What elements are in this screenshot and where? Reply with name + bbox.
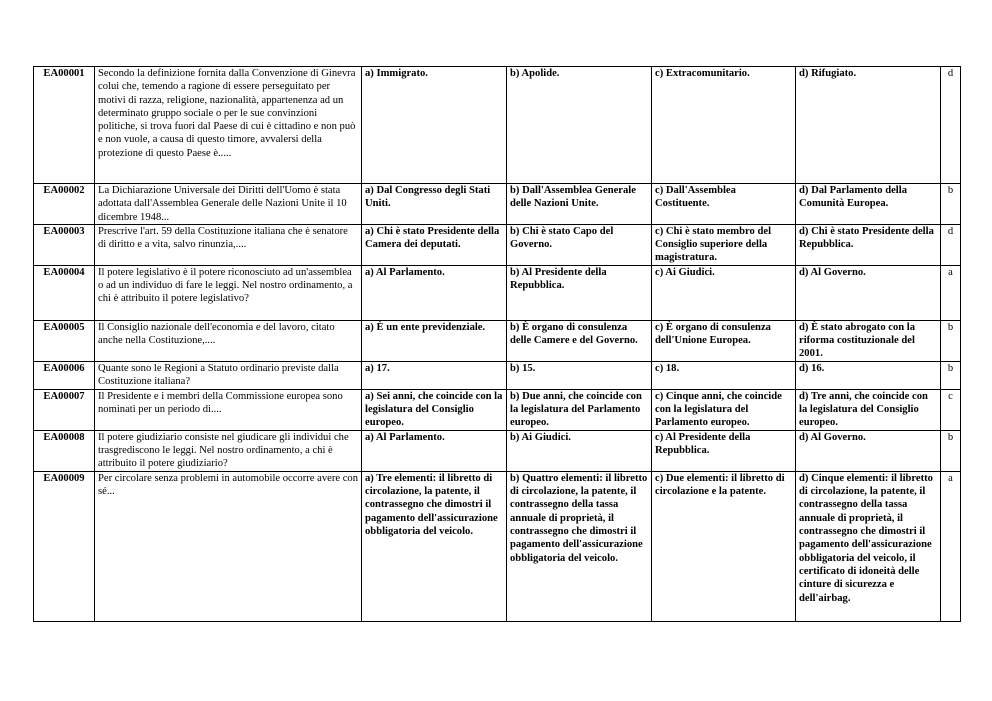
question-code: EA00003: [34, 224, 95, 265]
option-d: d) Al Governo.: [796, 430, 941, 471]
option-a: a) Chi è stato Presidente della Camera dei deputati.: [362, 224, 507, 265]
option-a: a) Dal Congresso degli Stati Uniti.: [362, 184, 507, 225]
option-a: a) È un ente previdenziale.: [362, 320, 507, 361]
question-text: Il Consiglio nazionale dell'economia e del lavoro, citato anche nella Costituzione,....: [95, 320, 362, 361]
question-row: [34, 265, 961, 320]
quiz-table: [33, 66, 961, 622]
question-code: EA00008: [34, 430, 95, 471]
question-code: EA00002: [34, 184, 95, 225]
question-code: EA00001: [34, 67, 95, 184]
option-b: b) Quattro elementi: il libretto di circolazione, la patente, il contrassegno della tassa annuale di proprietà, il contrassegno che dimostri il pagamento dell'assicurazione obbligatoria del veicolo.: [507, 471, 652, 621]
option-d: d) È stato abrogato con la riforma costituzionale del 2001.: [796, 320, 941, 361]
question-row: [34, 184, 961, 225]
question-code: EA00006: [34, 361, 95, 389]
option-c: c) Dall'Assemblea Costituente.: [652, 184, 796, 225]
option-a: a) 17.: [362, 361, 507, 389]
question-row: [34, 389, 961, 430]
question-row: [34, 224, 961, 265]
question-code: EA00007: [34, 389, 95, 430]
question-text: Il Presidente e i membri della Commissione europea sono nominati per un periodo di....: [95, 389, 362, 430]
option-d: d) Cinque elementi: il libretto di circolazione, la patente, il contrassegno della tassa annuale di proprietà, il contrassegno che dimostri il pagamento dell'assicurazione obbligatoria del veicolo, il certificato di idoneità delle cinture di sicurezza e dell'airbag.: [796, 471, 941, 621]
question-text: Per circolare senza problemi in automobile occorre avere con sé...: [95, 471, 362, 621]
question-row: [34, 67, 961, 184]
option-b: b) Al Presidente della Repubblica.: [507, 265, 652, 320]
question-text: Quante sono le Regioni a Statuto ordinario previste dalla Costituzione italiana?: [95, 361, 362, 389]
option-a: a) Al Parlamento.: [362, 430, 507, 471]
option-b: b) Chi è stato Capo del Governo.: [507, 224, 652, 265]
option-c: c) Al Presidente della Repubblica.: [652, 430, 796, 471]
option-d: d) 16.: [796, 361, 941, 389]
option-d: d) Dal Parlamento della Comunità Europea.: [796, 184, 941, 225]
option-b: b) Dall'Assemblea Generale delle Nazioni Unite.: [507, 184, 652, 225]
option-c: c) Chi è stato membro del Consiglio superiore della magistratura.: [652, 224, 796, 265]
question-code: EA00005: [34, 320, 95, 361]
question-code: EA00004: [34, 265, 95, 320]
question-text: Secondo la definizione fornita dalla Convenzione di Ginevra colui che, temendo a ragione di essere perseguitato per motivi di razza, religione, nazionalità, appartenenza ad un determinato gruppo sociale o per le sue convinzioni politiche, si trova fuori dal Paese di cui è cittadino e non può e non vuole, a causa di questo timore, avvalersi della protezione di questo Paese è.....: [95, 67, 362, 184]
option-a: a) Sei anni, che coincide con la legislatura del Consiglio europeo.: [362, 389, 507, 430]
option-c: c) Ai Giudici.: [652, 265, 796, 320]
option-c: c) Extracomunitario.: [652, 67, 796, 184]
correct-answer: d: [941, 67, 961, 184]
option-d: d) Al Governo.: [796, 265, 941, 320]
option-c: c) Due elementi: il libretto di circolazione e la patente.: [652, 471, 796, 621]
correct-answer: b: [941, 361, 961, 389]
option-a: a) Al Parlamento.: [362, 265, 507, 320]
option-b: b) Due anni, che coincide con la legislatura del Parlamento europeo.: [507, 389, 652, 430]
correct-answer: b: [941, 320, 961, 361]
question-row: [34, 361, 961, 389]
question-text: Il potere giudiziario consiste nel giudicare gli individui che trasgrediscono le leggi. Nel nostro ordinamento, a chi è attribuito il potere giudiziario?: [95, 430, 362, 471]
option-c: c) 18.: [652, 361, 796, 389]
question-text: La Dichiarazione Universale dei Diritti dell'Uomo è stata adottata dall'Assemblea Generale delle Nazioni Unite il 10 dicembre 1948...: [95, 184, 362, 225]
option-b: b) 15.: [507, 361, 652, 389]
correct-answer: d: [941, 224, 961, 265]
question-text: Prescrive l'art. 59 della Costituzione italiana che è senatore di diritto e a vita, salvo rinunzia,....: [95, 224, 362, 265]
option-b: b) Ai Giudici.: [507, 430, 652, 471]
correct-answer: b: [941, 430, 961, 471]
correct-answer: a: [941, 471, 961, 621]
option-d: d) Rifugiato.: [796, 67, 941, 184]
option-d: d) Chi è stato Presidente della Repubblica.: [796, 224, 941, 265]
correct-answer: c: [941, 389, 961, 430]
question-row: [34, 471, 961, 621]
option-c: c) È organo di consulenza dell'Unione Europea.: [652, 320, 796, 361]
option-d: d) Tre anni, che coincide con la legislatura del Consiglio europeo.: [796, 389, 941, 430]
question-code: EA00009: [34, 471, 95, 621]
correct-answer: a: [941, 265, 961, 320]
question-row: [34, 320, 961, 361]
option-b: b) Apolide.: [507, 67, 652, 184]
option-a: a) Immigrato.: [362, 67, 507, 184]
question-row: [34, 430, 961, 471]
option-b: b) È organo di consulenza delle Camere e del Governo.: [507, 320, 652, 361]
question-text: Il potere legislativo è il potere riconosciuto ad un'assemblea o ad un individuo di fare le leggi. Nel nostro ordinamento, a chi è attribuito il potere legislativo?: [95, 265, 362, 320]
correct-answer: b: [941, 184, 961, 225]
option-c: c) Cinque anni, che coincide con la legislatura del Parlamento europeo.: [652, 389, 796, 430]
option-a: a) Tre elementi: il libretto di circolazione, la patente, il contrassegno che dimostri il pagamento dell'assicurazione obbligatoria del veicolo.: [362, 471, 507, 621]
